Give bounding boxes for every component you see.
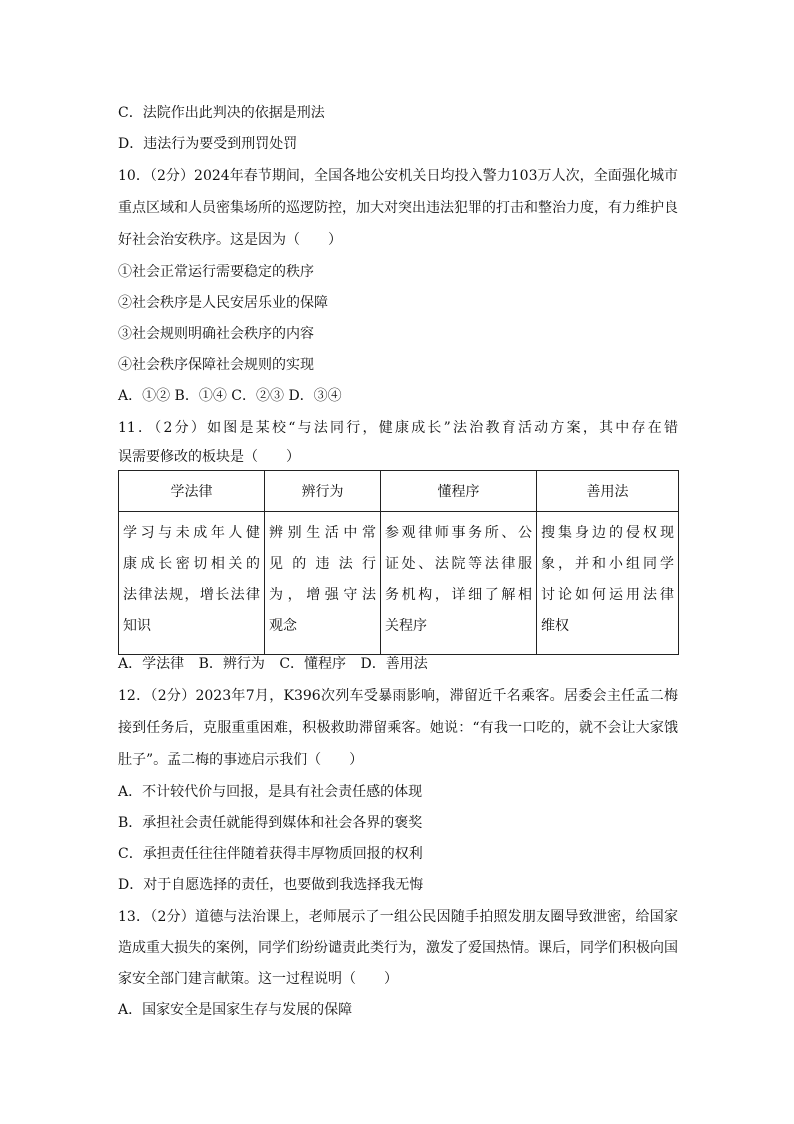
q11-stem-line-1: 11．（2分）如图是某校“与法同行，健康成长”法治教育活动方案，其中存在错 xyxy=(118,420,678,436)
table-header: 辨行为 xyxy=(265,471,381,512)
activity-plan-table xyxy=(118,470,679,655)
q13-stem-line-2: 造成重大损失的案例，同学们纷纷谴责此类行为，激发了爱国热情。课后，同学们积极向国 xyxy=(118,940,678,956)
q10-stem-line-1: 10．（2分）2024年春节期间，全国各地公安机关日均投入警力103万人次，全面强化城市 xyxy=(118,168,678,184)
q12-option-c: C．承担责任往往伴随着获得丰厚物质回报的权利 xyxy=(118,846,423,862)
q10-statement-4: ④社会秩序保障社会规则的实现 xyxy=(118,357,314,373)
table-cell-know-procedure: 参观律师事务所、公 证处、法院等法律服 务机构，详细了解相 关程序 xyxy=(381,512,537,655)
q11-stem-line-2: 误需要修改的板块是（ ） xyxy=(118,449,300,465)
table-header: 学法律 xyxy=(119,471,265,512)
table-header-row xyxy=(119,471,679,512)
q12-stem-line-1: 12．（2分）2023年7月，K396次列车受暴雨影响，滞留近千名乘客。居委会主任孟二梅 xyxy=(118,688,678,704)
q11-options: A．学法律 B．辨行为 C．懂程序 D．善用法 xyxy=(118,656,428,672)
q10-statement-3: ③社会规则明确社会秩序的内容 xyxy=(118,326,314,342)
table-header: 懂程序 xyxy=(381,471,537,512)
table-cell-judge-behavior: 辨别生活中常 见的违法行 为，增强守法 观念 xyxy=(265,512,381,655)
q12-option-b: B．承担社会责任就能得到媒体和社会各界的褒奖 xyxy=(118,815,423,831)
q9-option-d: D．违法行为要受到刑罚处罚 xyxy=(118,136,298,152)
q12-option-a: A．不计较代价与回报，是具有社会责任感的体现 xyxy=(118,784,423,800)
q13-option-a: A．国家安全是国家生存与发展的保障 xyxy=(118,1002,353,1018)
q12-option-d: D．对于自愿选择的责任，也要做到我选择我无悔 xyxy=(118,877,424,893)
table-row xyxy=(119,512,679,655)
table-cell-use-law: 搜集身边的侵权现 象，并和小组同学 讨论如何运用法律 维权 xyxy=(537,512,679,655)
q12-stem-line-2: 接到任务后，克服重重困难，积极救助滞留乘客。她说：“有我一口吃的，就不会让大家饿 xyxy=(118,720,678,736)
q13-stem-line-3: 家安全部门建言献策。这一过程说明（ ） xyxy=(118,971,398,987)
q10-statement-2: ②社会秩序是人民安居乐业的保障 xyxy=(118,295,328,311)
q12-stem-line-3: 肚子”。孟二梅的事迹启示我们（ ） xyxy=(118,752,364,768)
q10-statement-1: ①社会正常运行需要稳定的秩序 xyxy=(118,264,314,280)
q10-stem-line-2: 重点区域和人员密集场所的巡逻防控，加大对突出违法犯罪的打击和整治力度，有力维护良 xyxy=(118,200,678,216)
q10-options: A．①② B．①④ C．②③ D．③④ xyxy=(118,388,342,404)
table-cell-learn-law: 学习与未成年人健 康成长密切相关的 法律法规，增长法律 知识 xyxy=(119,512,265,655)
q10-stem-line-3: 好社会治安秩序。这是因为（ ） xyxy=(118,232,342,248)
q13-stem-line-1: 13．（2分）道德与法治课上，老师展示了一组公民因随手拍照发朋友圈导致泄密，给国家 xyxy=(118,909,678,925)
q9-option-c: C．法院作出此判决的依据是刑法 xyxy=(118,105,325,121)
table-header: 善用法 xyxy=(537,471,679,512)
